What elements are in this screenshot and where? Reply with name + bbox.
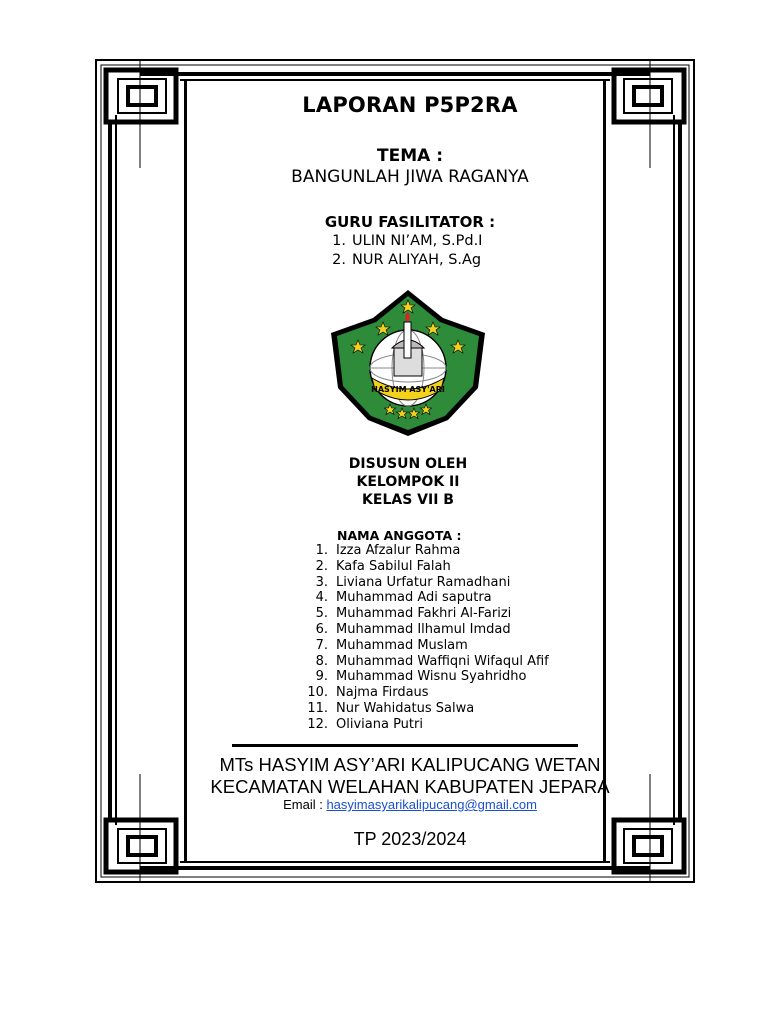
member-item: 8. Muhammad Waffiqni Wifaqul Afif xyxy=(315,653,549,669)
school-logo xyxy=(328,288,488,438)
theme-label: TEMA : xyxy=(377,146,443,166)
academic-year: TP 2023/2024 xyxy=(353,829,467,849)
compiled-by-label: DISUSUN OLEH xyxy=(348,456,468,472)
member-item: 4. Muhammad Adi saputra xyxy=(315,590,492,606)
member-item: 7. Muhammad Muslam xyxy=(315,637,468,653)
email-label: Email : xyxy=(283,797,323,812)
member-item: 2. Kafa Sabilul Falah xyxy=(315,558,451,574)
member-item: 11. Nur Wahidatus Salwa xyxy=(307,700,475,716)
members-label: NAMA ANGGOTA : xyxy=(337,528,462,543)
member-item: 1. Izza Afzalur Rahma xyxy=(315,543,461,558)
compiled-by-block xyxy=(240,455,576,509)
member-item: 12. Oliviana Putri xyxy=(307,716,423,732)
member-item: 6. Muhammad Ilhamul Imdad xyxy=(315,621,511,637)
member-item: 3. Liviana Urfatur Ramadhani xyxy=(315,574,511,590)
group-label: KELOMPOK II xyxy=(356,474,460,490)
school-name: MTs HASYIM ASY’ARI KALIPUCANG WETAN xyxy=(219,754,601,775)
facilitator-list xyxy=(318,232,482,270)
member-item: 5. Muhammad Fakhri Al-Farizi xyxy=(315,606,512,622)
facilitator-item: 2. NUR ALIYAH, S.Ag xyxy=(332,252,482,268)
member-item: 9. Muhammad Wisnu Syahridho xyxy=(315,669,527,685)
theme-value: BANGUNLAH JIWA RAGANYA xyxy=(291,167,529,187)
facilitator-label: GURU FASILITATOR : xyxy=(324,213,496,231)
divider-line xyxy=(232,744,578,747)
logo-banner-text: HASYIM ASY'ARI xyxy=(371,385,445,394)
class-label: KELAS VII B xyxy=(362,492,454,508)
email-link[interactable]: hasyimasyarikalipucang@gmail.com xyxy=(326,797,537,812)
school-address: KECAMATAN WELAHAN KABUPATEN JEPARA xyxy=(210,776,610,797)
facilitator-item: 1. ULIN NI’AM, S.Pd.I xyxy=(332,233,483,249)
corner-ornament-top-left xyxy=(106,70,176,122)
members-list xyxy=(300,543,549,733)
report-title: LAPORAN P5P2RA xyxy=(302,93,518,117)
member-item: 10. Najma Firdaus xyxy=(307,685,429,701)
email-line xyxy=(150,797,670,812)
